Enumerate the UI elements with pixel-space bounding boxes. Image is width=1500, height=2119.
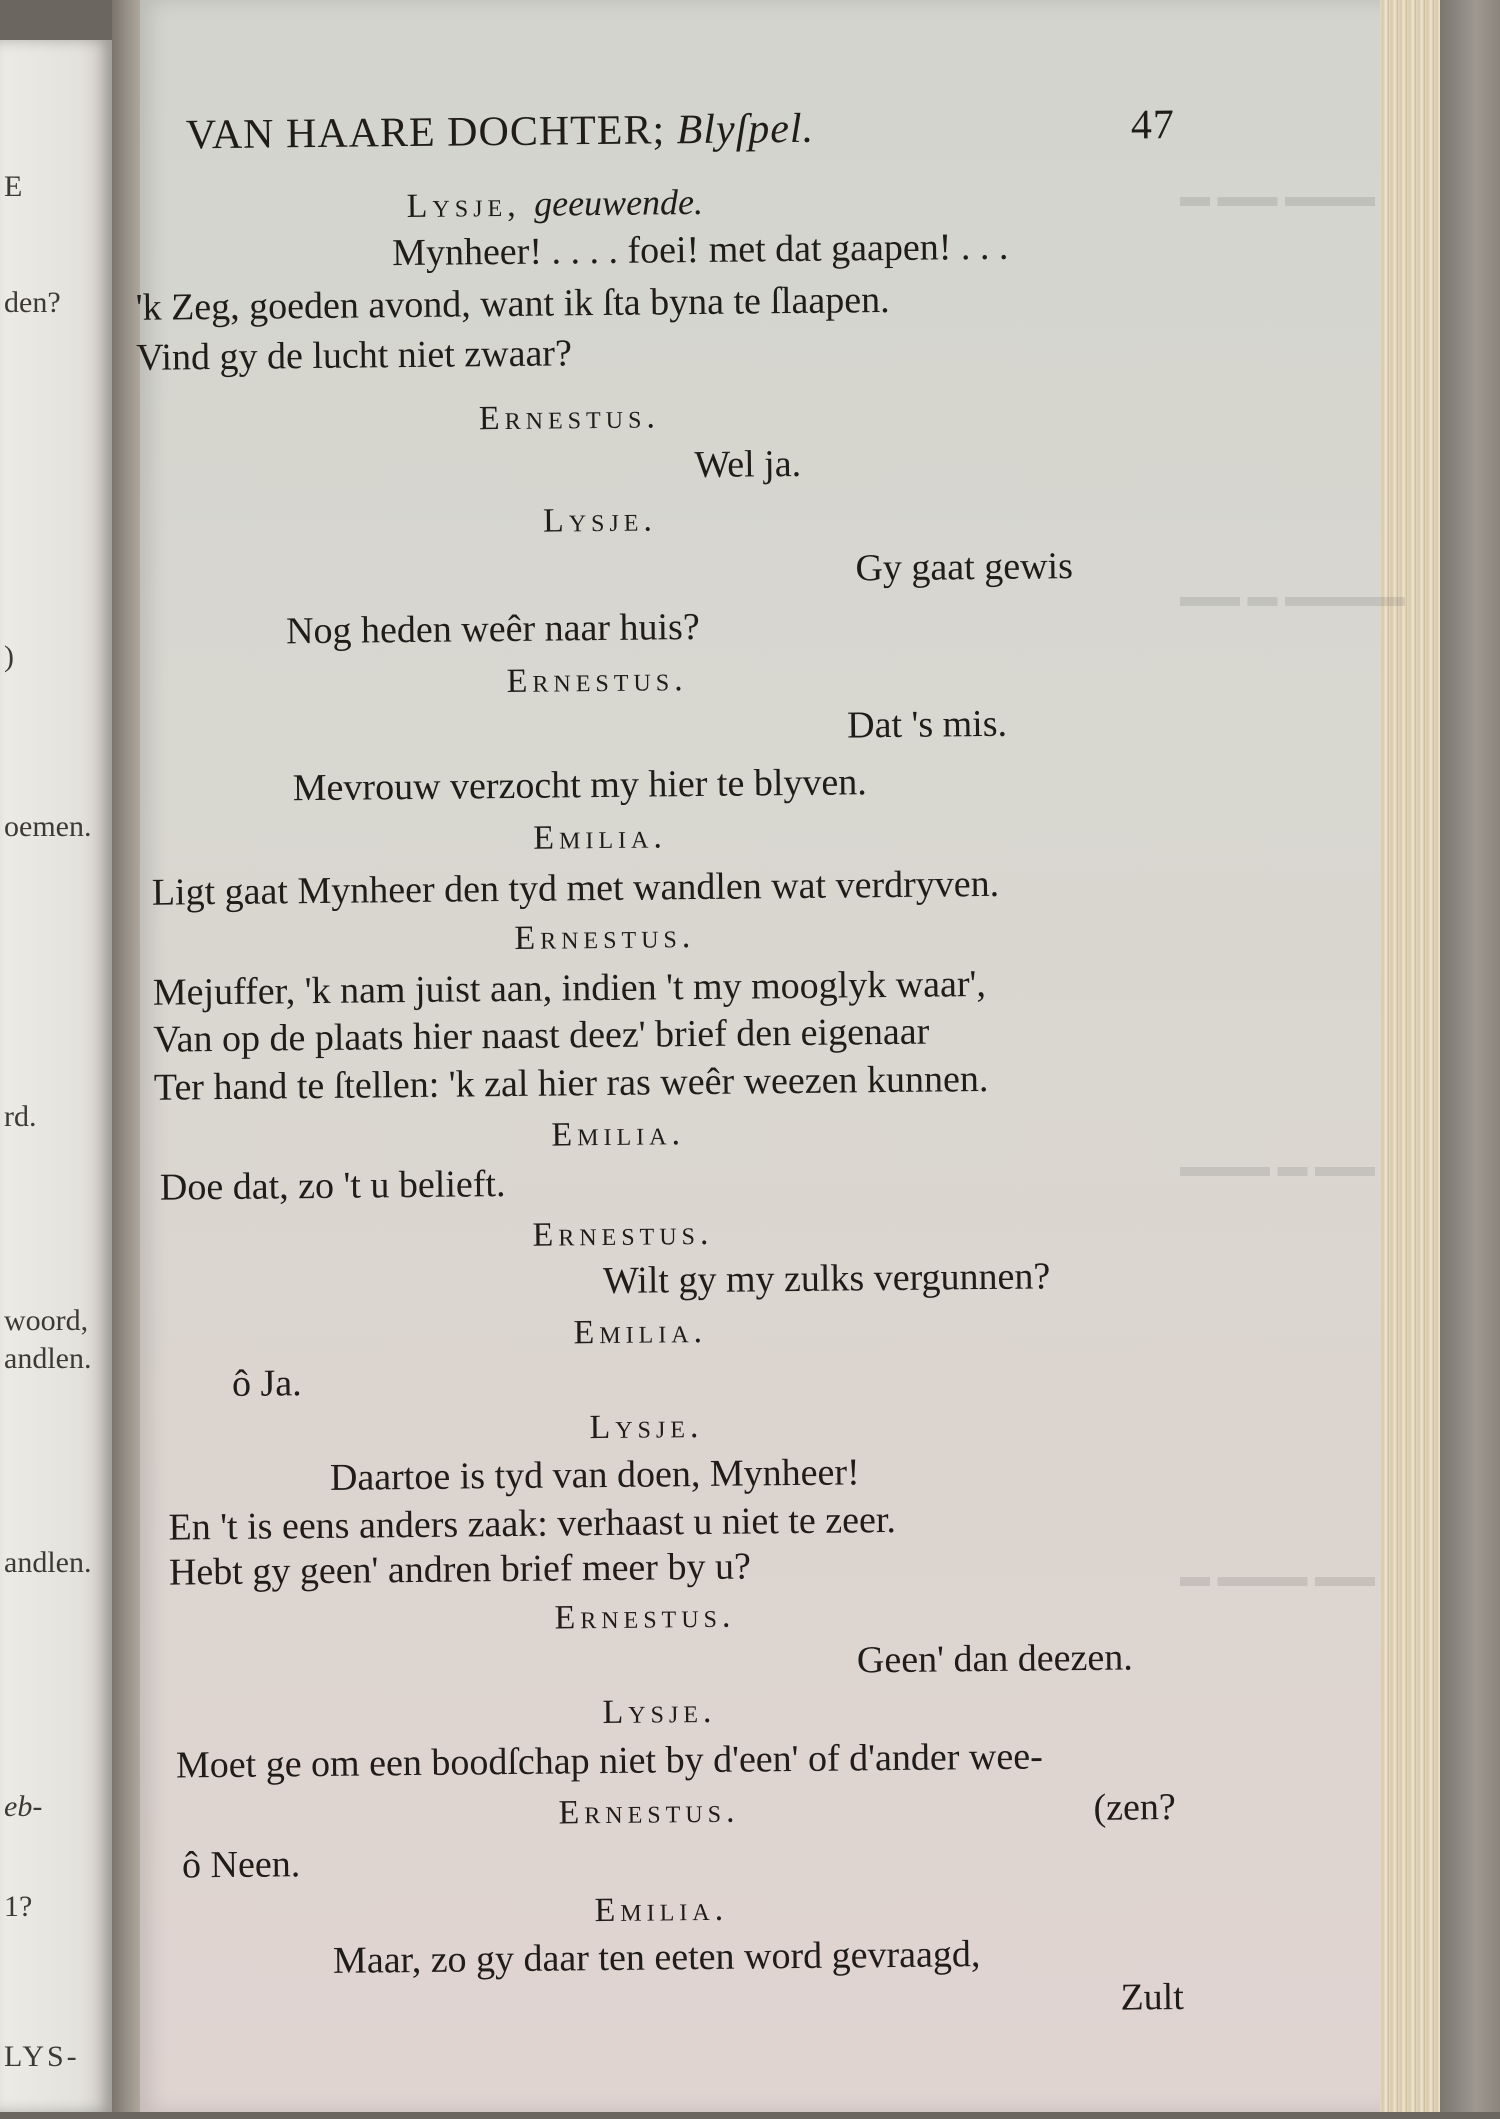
verse-line: Mynheer! . . . . foei! met dat gaapen! . . . — [391, 225, 1009, 275]
speaker-heading: Lysje. — [542, 501, 658, 540]
verse-line: Wel ja. — [694, 442, 802, 487]
verse-line: Maar, zo gy daar ten eeten word gevraagd, — [332, 1933, 981, 1982]
speaker-heading: Emilia. — [573, 1312, 708, 1352]
left-page-fragment: andlen. — [4, 1546, 92, 1579]
verse-line: En 't is eens anders zaak: verhaast u niet te zeer. — [168, 1498, 897, 1549]
verse-line: ô Ja. — [231, 1362, 302, 1405]
verse-line: Gy gaat gewis — [855, 545, 1074, 590]
left-page-fragment: rd. — [4, 1100, 37, 1133]
verse-line: Nog heden weêr naar huis? — [285, 605, 700, 653]
verse-line: Dat 's mis. — [846, 702, 1008, 747]
verse-line: Mevrouw verzocht my hier te blyven. — [292, 761, 867, 810]
verse-line: Moet ge om een boodſchap niet by d'een' of d'ander wee- — [175, 1735, 1043, 1787]
running-subtitle: Blyſpel. — [676, 105, 815, 154]
speaker-heading: Lysje. — [589, 1407, 704, 1447]
verse-line: Van op de plaats hier naast deez' brief den eigenaar — [153, 1010, 930, 1061]
verse-line: Ligt gaat Mynheer den tyd met wandlen wat verdryven. — [151, 862, 1000, 914]
verse-line: Doe dat, zo 't u belieft. — [159, 1163, 506, 1209]
speaker-heading: Ernestus. — [558, 1792, 740, 1832]
speaker-heading: Lysje, geeuwende. — [406, 181, 704, 226]
show-through: ▬▬ ▬ ▬▬▬▬ — [1180, 580, 1405, 613]
verse-line: 'k Zeg, goeden avond, want ik ſta byna te ſlaapen. — [135, 278, 890, 329]
stage-direction: geeuwende. — [533, 181, 704, 224]
left-page-fragment: den? — [4, 286, 61, 319]
show-through: ▬ ▬▬▬ ▬▬ — [1180, 1560, 1375, 1593]
left-page-fragment: LYS- — [4, 2040, 80, 2073]
verse-line: Geen' dan deezen. — [856, 1636, 1133, 1682]
speaker-heading: Ernestus. — [506, 661, 688, 701]
left-page-fragment: andlen. — [4, 1342, 92, 1375]
speaker-heading: Emilia. — [551, 1115, 686, 1154]
catchword: Zult — [1120, 1975, 1185, 2019]
show-through: ▬ ▬▬ ▬▬▬ — [1180, 180, 1375, 213]
speaker-heading: Ernestus. — [514, 918, 696, 957]
verse-line: Daartoe is tyd van doen, Mynheer! — [329, 1451, 860, 1499]
speaker-heading: Ernestus. — [532, 1214, 714, 1254]
speaker-heading: Ernestus. — [554, 1597, 736, 1637]
left-page-fragment: woord, — [4, 1304, 89, 1337]
verse-line: Vind gy de lucht niet zwaar? — [136, 332, 573, 379]
left-page-fragment: E — [4, 170, 23, 203]
verse-line: Ter hand te ſtellen: 'k zal hier ras weêr weezen kunnen. — [153, 1057, 989, 1109]
left-page-fragment: oemen. — [4, 810, 92, 843]
book-cover-edge — [1440, 0, 1500, 2112]
verse-line: (zen? — [1093, 1786, 1176, 1829]
speaker-heading: Emilia. — [594, 1890, 729, 1930]
verse-line: Hebt gy geen' andren brief meer by u? — [168, 1545, 752, 1594]
page-number: 47 — [1130, 101, 1176, 149]
running-head — [186, 107, 815, 158]
verse-line: Mejuffer, 'k nam juist aan, indien 't my mooglyk waar', — [152, 963, 987, 1014]
speaker-heading: Emilia. — [533, 818, 668, 857]
left-page-fragment: ) — [4, 640, 14, 673]
speaker-heading: Lysje. — [602, 1692, 717, 1732]
verse-line: Wilt gy my zulks vergunnen? — [602, 1255, 1051, 1303]
left-page-fragment: 1? — [4, 1890, 33, 1923]
left-page-fragment: eb- — [4, 1790, 43, 1823]
show-through: ▬▬▬ ▬ ▬▬ — [1180, 1150, 1375, 1183]
speaker-heading: Ernestus. — [478, 398, 661, 438]
running-title: VAN HAARE DOCHTER; — [185, 107, 666, 159]
verse-line: ô Neen. — [181, 1843, 301, 1887]
